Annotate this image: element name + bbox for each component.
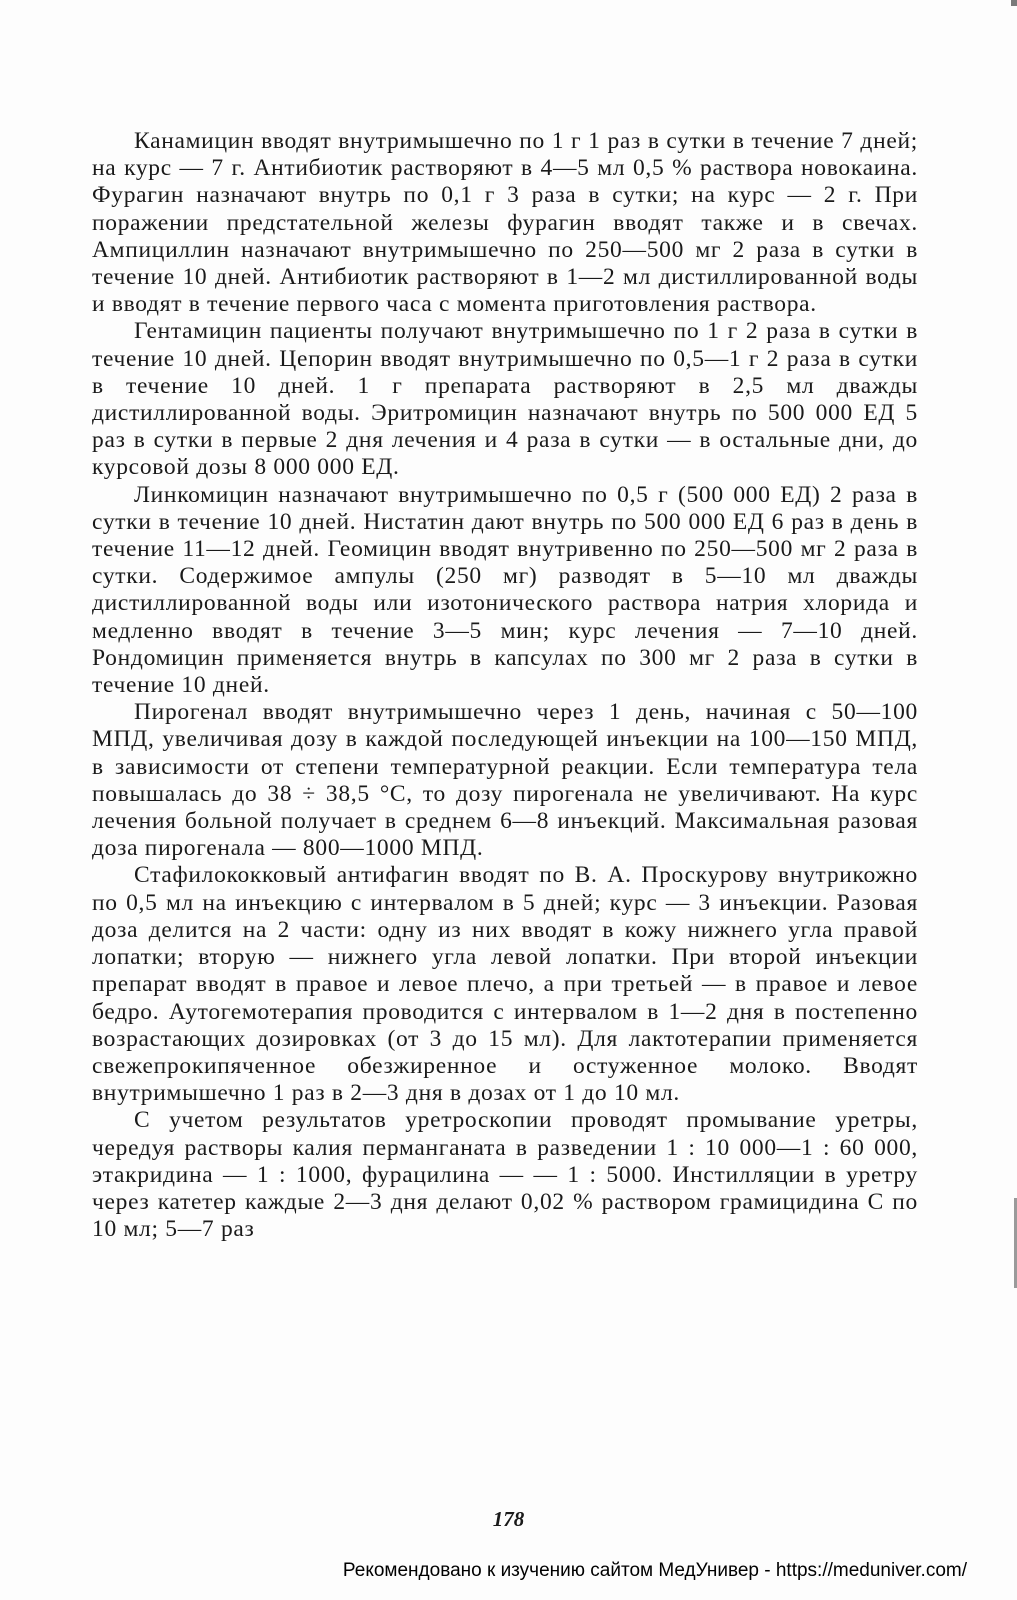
paragraph-gentamicin: Гентамицин пациенты получают внутримышечно по 1 г 2 раза в сутки в течение 10 дней. Цепорин вводят внутримышечно по 0,5—1 г 2 раза в сутки в течение 10 дней. 1 г препарата растворяют в 2,5 мл дважды дистиллированной воды. Эритромицин назначают внутрь по 500 000 ЕД 5 раз в сутки в первые 2 дня лечения и 4 раза в сутки — в остальные дни, до курсовой дозы 8 000 000 ЕД. [92,318,918,481]
footer-recommendation: Рекомендовано к изучению сайтом МедУнивер - https://meduniver.com/ [342,1560,967,1581]
paragraph-pyrogenal: Пирогенал вводят внутримышечно через 1 день, начиная с 50—100 МПД, увеличивая дозу в каждой последующей инъекции на 100—150 МПД, в зависимости от степени температурной реакции. Если температура тела повышалась до 38 ÷ 38,5 °С, то дозу пирогенала не увеличивают. На курс лечения больной получает в среднем 6—8 инъекций. Максимальная разовая доза пирогенала — 800—1000 МПД. [92,699,918,862]
scan-corner-mark [1011,0,1017,6]
page-number: 178 [492,1507,525,1531]
paragraph-staphylococcal-antiphagin: Стафилококковый антифагин вводят по В. А. Проскурову внутрикожно по 0,5 мл на инъекцию с интервалом в 5 дней; курс — 3 инъекции. Разовая доза делится на 2 части: одну из них вводят в кожу нижнего угла правой лопатки; вторую — нижнего угла левой лопатки. При второй инъекции препарат вводят в правое и левое плечо, а при третьей — в правое и левое бедро. Аутогемотерапия проводится с интервалом в 1—2 дня в постепенно возрастающих дозировках (от 3 до 15 мл). Для лактотерапии применяется свежепрокипяченное обезжиренное и остуженное молоко. Вводят внутримышечно 1 раз в 2—3 дня в дозах от 1 до 10 мл. [92,862,918,1107]
paragraph-kanamycin: Канамицин вводят внутримышечно по 1 г 1 раз в сутки в течение 7 дней; на курс — 7 г. Антибиотик растворяют в 4—5 мл 0,5 % раствора новокаина. Фурагин назначают внутрь по 0,1 г 3 раза в сутки; на курс — 2 г. При поражении предстательной железы фурагин вводят также и в свечах. Ампициллин назначают внутримышечно по 250—500 мг 2 раза в сутки в течение 10 дней. Антибиотик растворяют в 1—2 мл дистиллированной воды и вводят в течение первого часа с момента приготовления раствора. [92,128,918,318]
body-text [92,128,918,1243]
paragraph-lincomycin: Линкомицин назначают внутримышечно по 0,5 г (500 000 ЕД) 2 раза в сутки в течение 10 дней. Нистатин дают внутрь по 500 000 ЕД 6 раз в день в течение 11—12 дней. Геомицин вводят внутривенно по 250—500 мг 2 раза в сутки. Содержимое ампулы (250 мг) разводят в 5—10 мл дважды дистиллированной воды или изотонического раствора натрия хлорида и медленно вводят в течение 3—5 мин; курс лечения — 7—10 дней. Рондомицин применяется внутрь в капсулах по 300 мг 2 раза в сутки в течение 10 дней. [92,481,918,699]
paragraph-urethroscopy: С учетом результатов уретроскопии проводят промывание уретры, чередуя растворы калия перманганата в разведении 1 : 10 000—1 : 60 000, этакридина — 1 : 1000, фурацилина — — 1 : 5000. Инстилляции в уретру через катетер каждые 2—3 дня делают 0,02 % раствором грамицидина С по 10 мл; 5—7 раз [92,1107,918,1243]
